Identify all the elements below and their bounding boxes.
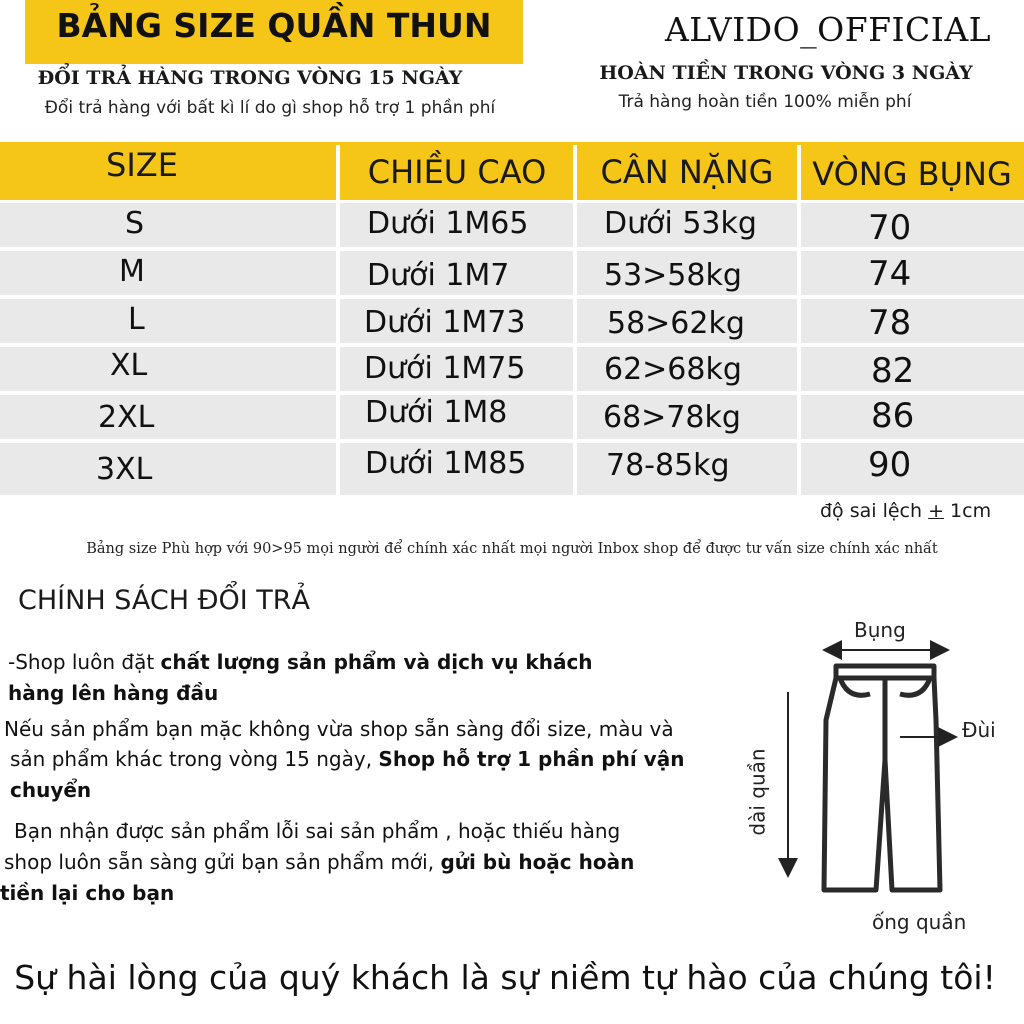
cell-waist: 70	[868, 208, 912, 248]
refund-text: Trả hàng hoàn tiền 100% miễn phí	[618, 92, 912, 112]
cell-size: L	[128, 302, 145, 337]
header-weight: CÂN NẶNG	[600, 153, 774, 191]
cell-height: Dưới 1M85	[365, 446, 527, 481]
cell-waist: 74	[868, 254, 912, 294]
brand-name: ALVIDO_OFFICIAL	[664, 10, 992, 49]
cell-waist: 82	[871, 351, 915, 391]
header-size: SIZE	[106, 146, 178, 184]
waist-label: Bụng	[854, 618, 906, 642]
hem-label: ống quần	[872, 910, 967, 934]
tolerance-note: độ sai lệch + 1cm	[820, 500, 992, 522]
policy-paragraph-2-line-3: chuyển	[10, 778, 92, 802]
header-waist: VÒNG BỤNG	[812, 155, 1012, 193]
pants-measurement-diagram	[740, 610, 1020, 940]
pants-icon	[740, 610, 1020, 940]
cell-height: Dưới 1M8	[365, 395, 508, 430]
cell-waist: 78	[868, 303, 912, 343]
cell-height: Dưới 1M73	[364, 305, 526, 340]
cell-height: Dưới 1M7	[367, 258, 510, 293]
policy-paragraph-2: Nếu sản phẩm bạn mặc không vừa shop sẵn sàng đổi size, màu và	[4, 717, 674, 741]
cell-height: Dưới 1M65	[367, 206, 529, 241]
cell-weight: 62>68kg	[604, 352, 742, 387]
cell-weight: 78-85kg	[606, 448, 730, 483]
cell-size: M	[119, 254, 145, 289]
header-height: CHIỀU CAO	[367, 153, 547, 191]
policy-paragraph-3-line-2: shop luôn sẵn sàng gửi bạn sản phẩm mới, gửi bù hoặc hoàn	[4, 850, 635, 874]
policy-paragraph-3: Bạn nhận được sản phẩm lỗi sai sản phẩm , hoặc thiếu hàng	[14, 819, 621, 843]
cell-height: Dưới 1M75	[364, 351, 526, 386]
cell-size: XL	[110, 348, 148, 383]
size-table-header	[0, 142, 1024, 200]
policy-paragraph-3-line-3: tiền lại cho bạn	[0, 881, 175, 905]
title-banner	[25, 0, 523, 64]
footer-slogan: Sự hài lòng của quý khách là sự niềm tự hào của chúng tôi!	[14, 958, 996, 997]
thigh-label: Đùi	[962, 718, 996, 742]
policy-paragraph-1-line-2: hàng lên hàng đầu	[8, 681, 219, 705]
cell-weight: Dưới 53kg	[604, 206, 757, 241]
policy-title: CHÍNH SÁCH ĐỔI TRẢ	[18, 585, 311, 616]
cell-size: 3XL	[96, 452, 153, 487]
length-label: dài quần	[745, 748, 770, 836]
cell-size: S	[125, 206, 145, 241]
cell-weight: 53>58kg	[604, 258, 742, 293]
cell-size: 2XL	[98, 400, 155, 435]
cell-waist: 86	[871, 396, 915, 436]
size-advice-note: Bảng size Phù hợp với 90>95 mọi người để chính xác nhất mọi người Inbox shop để được tư vấn size chính xác nhất	[86, 541, 938, 557]
refund-heading: HOÀN TIỀN TRONG VÒNG 3 NGÀY	[599, 62, 973, 84]
policy-paragraph-1: -Shop luôn đặt chất lượng sản phẩm và dịch vụ khách	[8, 650, 593, 674]
cell-waist: 90	[868, 445, 912, 485]
page-title: BẢNG SIZE QUẦN THUN	[56, 6, 492, 45]
policy-paragraph-2-line-2: sản phẩm khác trong vòng 15 ngày, Shop hỗ trợ 1 phần phí vận	[10, 747, 685, 771]
cell-weight: 58>62kg	[607, 306, 745, 341]
exchange-heading: ĐỔI TRẢ HÀNG TRONG VÒNG 15 NGÀY	[37, 67, 463, 89]
exchange-text: Đổi trả hàng với bất kì lí do gì shop hỗ trợ 1 phần phí	[44, 98, 496, 118]
cell-weight: 68>78kg	[603, 400, 741, 435]
